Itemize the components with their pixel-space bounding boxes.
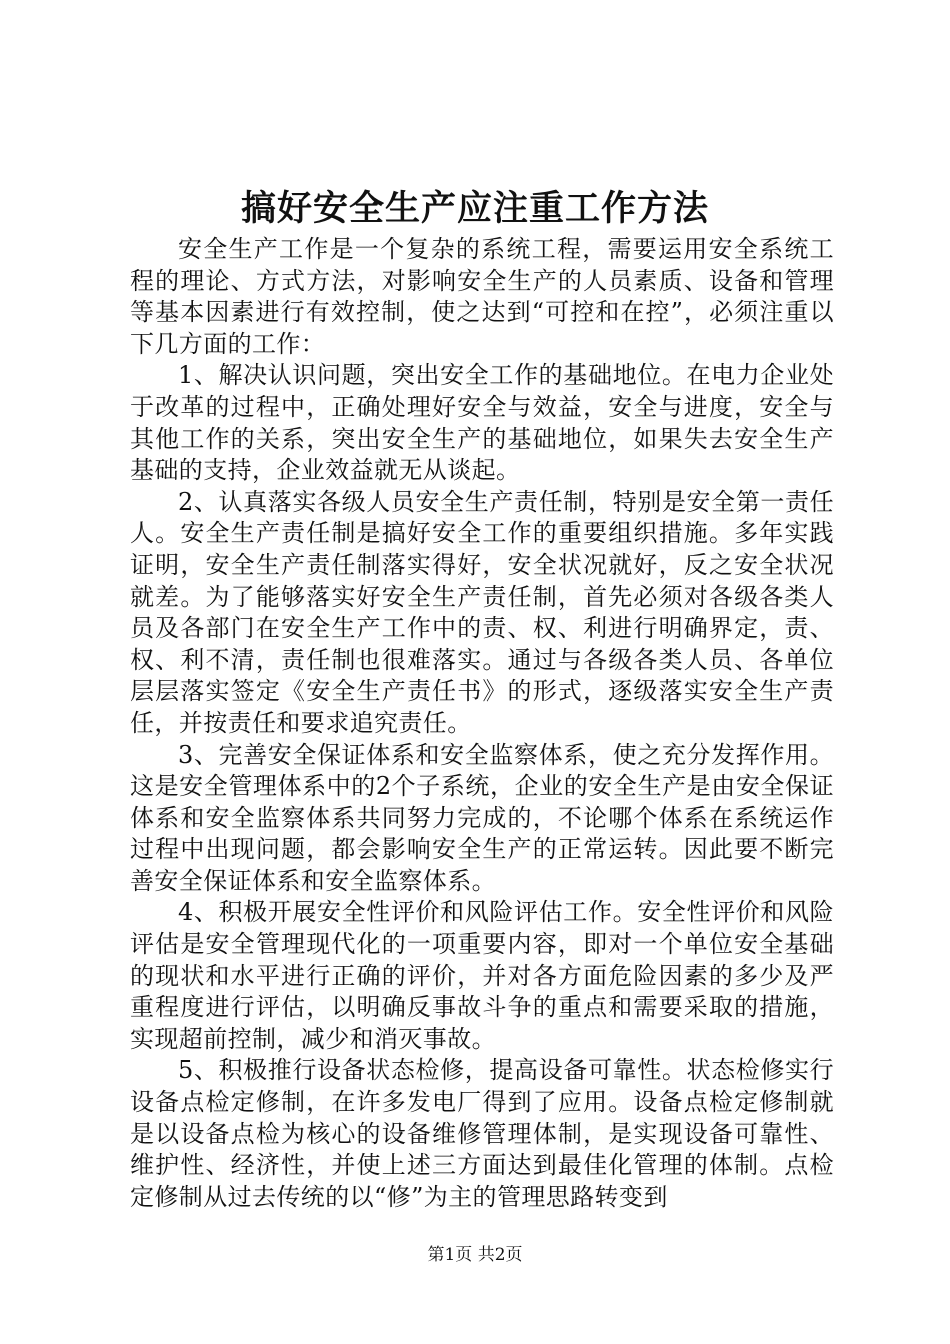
paragraph-item-5: 5、积极推行设备状态检修，提高设备可靠性。状态检修实行设备点检定修制，在许多发电厂得到了应用。设备点检定修制就是以设备点检为核心的设备维修管理体制，是实现设备可靠性、维护性、经济性，并使上述三方面达到最佳化管理的体制。点检定修制从过去传统的以“修”为主的管理思路转变到: [130, 1056, 834, 1211]
page-number-footer: 第1页 共2页: [427, 1245, 523, 1265]
paragraph-item-4: 4、积极开展安全性评价和风险评估工作。安全性评价和风险评估是安全管理现代化的一项重要内容，即对一个单位安全基础的现状和水平进行正确的评价，并对各方面危险因素的多少及严重程度进行评估，以明确反事故斗争的重点和需要采取的措施，实现超前控制，减少和消灭事故。: [130, 898, 834, 1053]
paragraph-intro: 安全生产工作是一个复杂的系统工程，需要运用安全系统工程的理论、方式方法，对影响安全生产的人员素质、设备和管理等基本因素进行有效控制，使之达到“可控和在控”，必须注重以下几方面的工作：: [130, 235, 834, 358]
document-body: [130, 234, 834, 1213]
paragraph-item-2: 2、认真落实各级人员安全生产责任制，特别是安全第一责任人。安全生产责任制是搞好安全工作的重要组织措施。多年实践证明，安全生产责任制落实得好，安全状况就好，反之安全状况就差。为了能够落实好安全生产责任制，首先必须对各级各类人员及各部门在安全生产工作中的责、权、利进行明确界定，责、权、利不清，责任制也很难落实。通过与各级各类人员、各单位层层落实签定《安全生产责任书》的形式，逐级落实安全生产责任，并按责任和要求追究责任。: [130, 487, 834, 737]
paragraph-item-3: 3、完善安全保证体系和安全监察体系，使之充分发挥作用。这是安全管理体系中的2个子系统，企业的安全生产是由安全保证体系和安全监察体系共同努力完成的，不论哪个体系在系统运作过程中出现问题，都会影响安全生产的正常运转。因此要不断完善安全保证体系和安全监察体系。: [130, 740, 834, 895]
paragraph-item-1: 1、解决认识问题，突出安全工作的基础地位。在电力企业处于改革的过程中，正确处理好安全与效益，安全与进度，安全与其他工作的关系，突出安全生产的基础地位，如果失去安全生产基础的支持，企业效益就无从谈起。: [130, 361, 834, 485]
document-title: 搞好安全生产应注重工作方法: [240, 188, 709, 229]
